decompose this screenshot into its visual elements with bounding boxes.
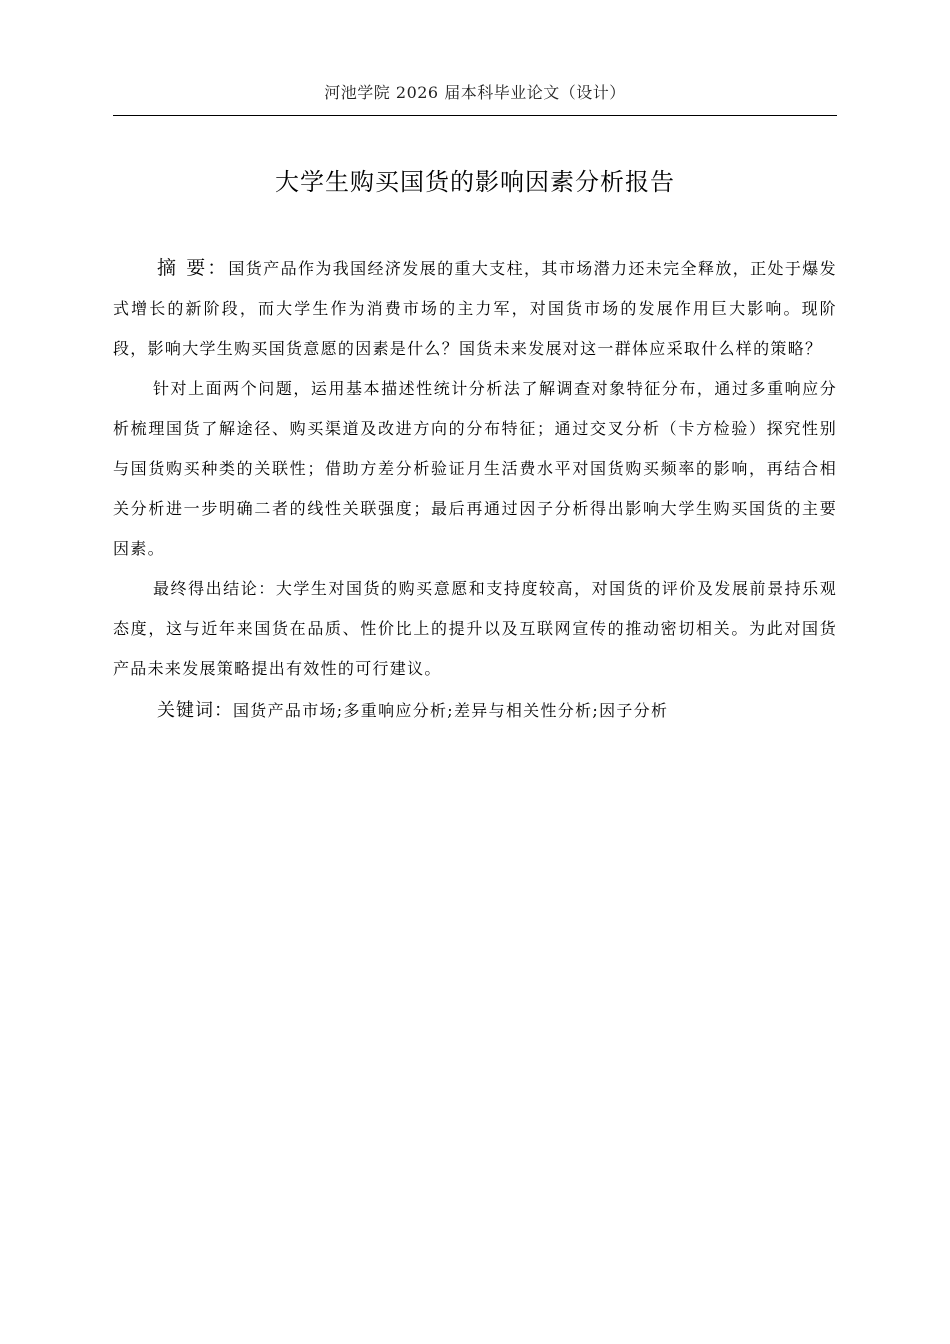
running-header: 河池学院 2026 届本科毕业论文（设计） [324,83,626,102]
abstract-text-1: 国货产品作为我国经济发展的重大支柱，其市场潜力还未完全释放，正处于爆发式增长的新阶段，而大学生作为消费市场的主力军，对国货市场的发展作用巨大影响。现阶段，影响大学生购买国货意愿的因素是什么？国货未来发展对这一群体应采取什么样的策略？ [113,259,837,358]
paper-title: 大学生购买国货的影响因素分析报告 [275,168,675,196]
abstract-paragraph-1 [113,248,837,369]
abstract-paragraph-2: 针对上面两个问题，运用基本描述性统计分析法了解调查对象特征分布，通过多重响应分析梳理国货了解途径、购买渠道及改进方向的分布特征；通过交叉分析（卡方检验）探究性别与国货购买种类的关联性；借助方差分析验证月生活费水平对国货购买频率的影响，再结合相关分析进一步明确二者的线性关联强度；最后再通过因子分析得出影响大学生购买国货的主要因素。 [113,379,837,558]
abstract-section [113,248,837,731]
abstract-label: 摘 要： [157,257,229,279]
keywords-line [113,691,837,731]
keywords-label: 关键词： [157,700,233,721]
keywords-value: 国货产品市场;多重响应分析;差异与相关性分析;因子分析 [233,701,669,720]
abstract-paragraph-3: 最终得出结论：大学生对国货的购买意愿和支持度较高，对国货的评价及发展前景持乐观态度，这与近年来国货在品质、性价比上的提升以及互联网宣传的推动密切相关。为此对国货产品未来发展策略提出有效性的可行建议。 [113,579,837,678]
header-divider [113,115,837,116]
